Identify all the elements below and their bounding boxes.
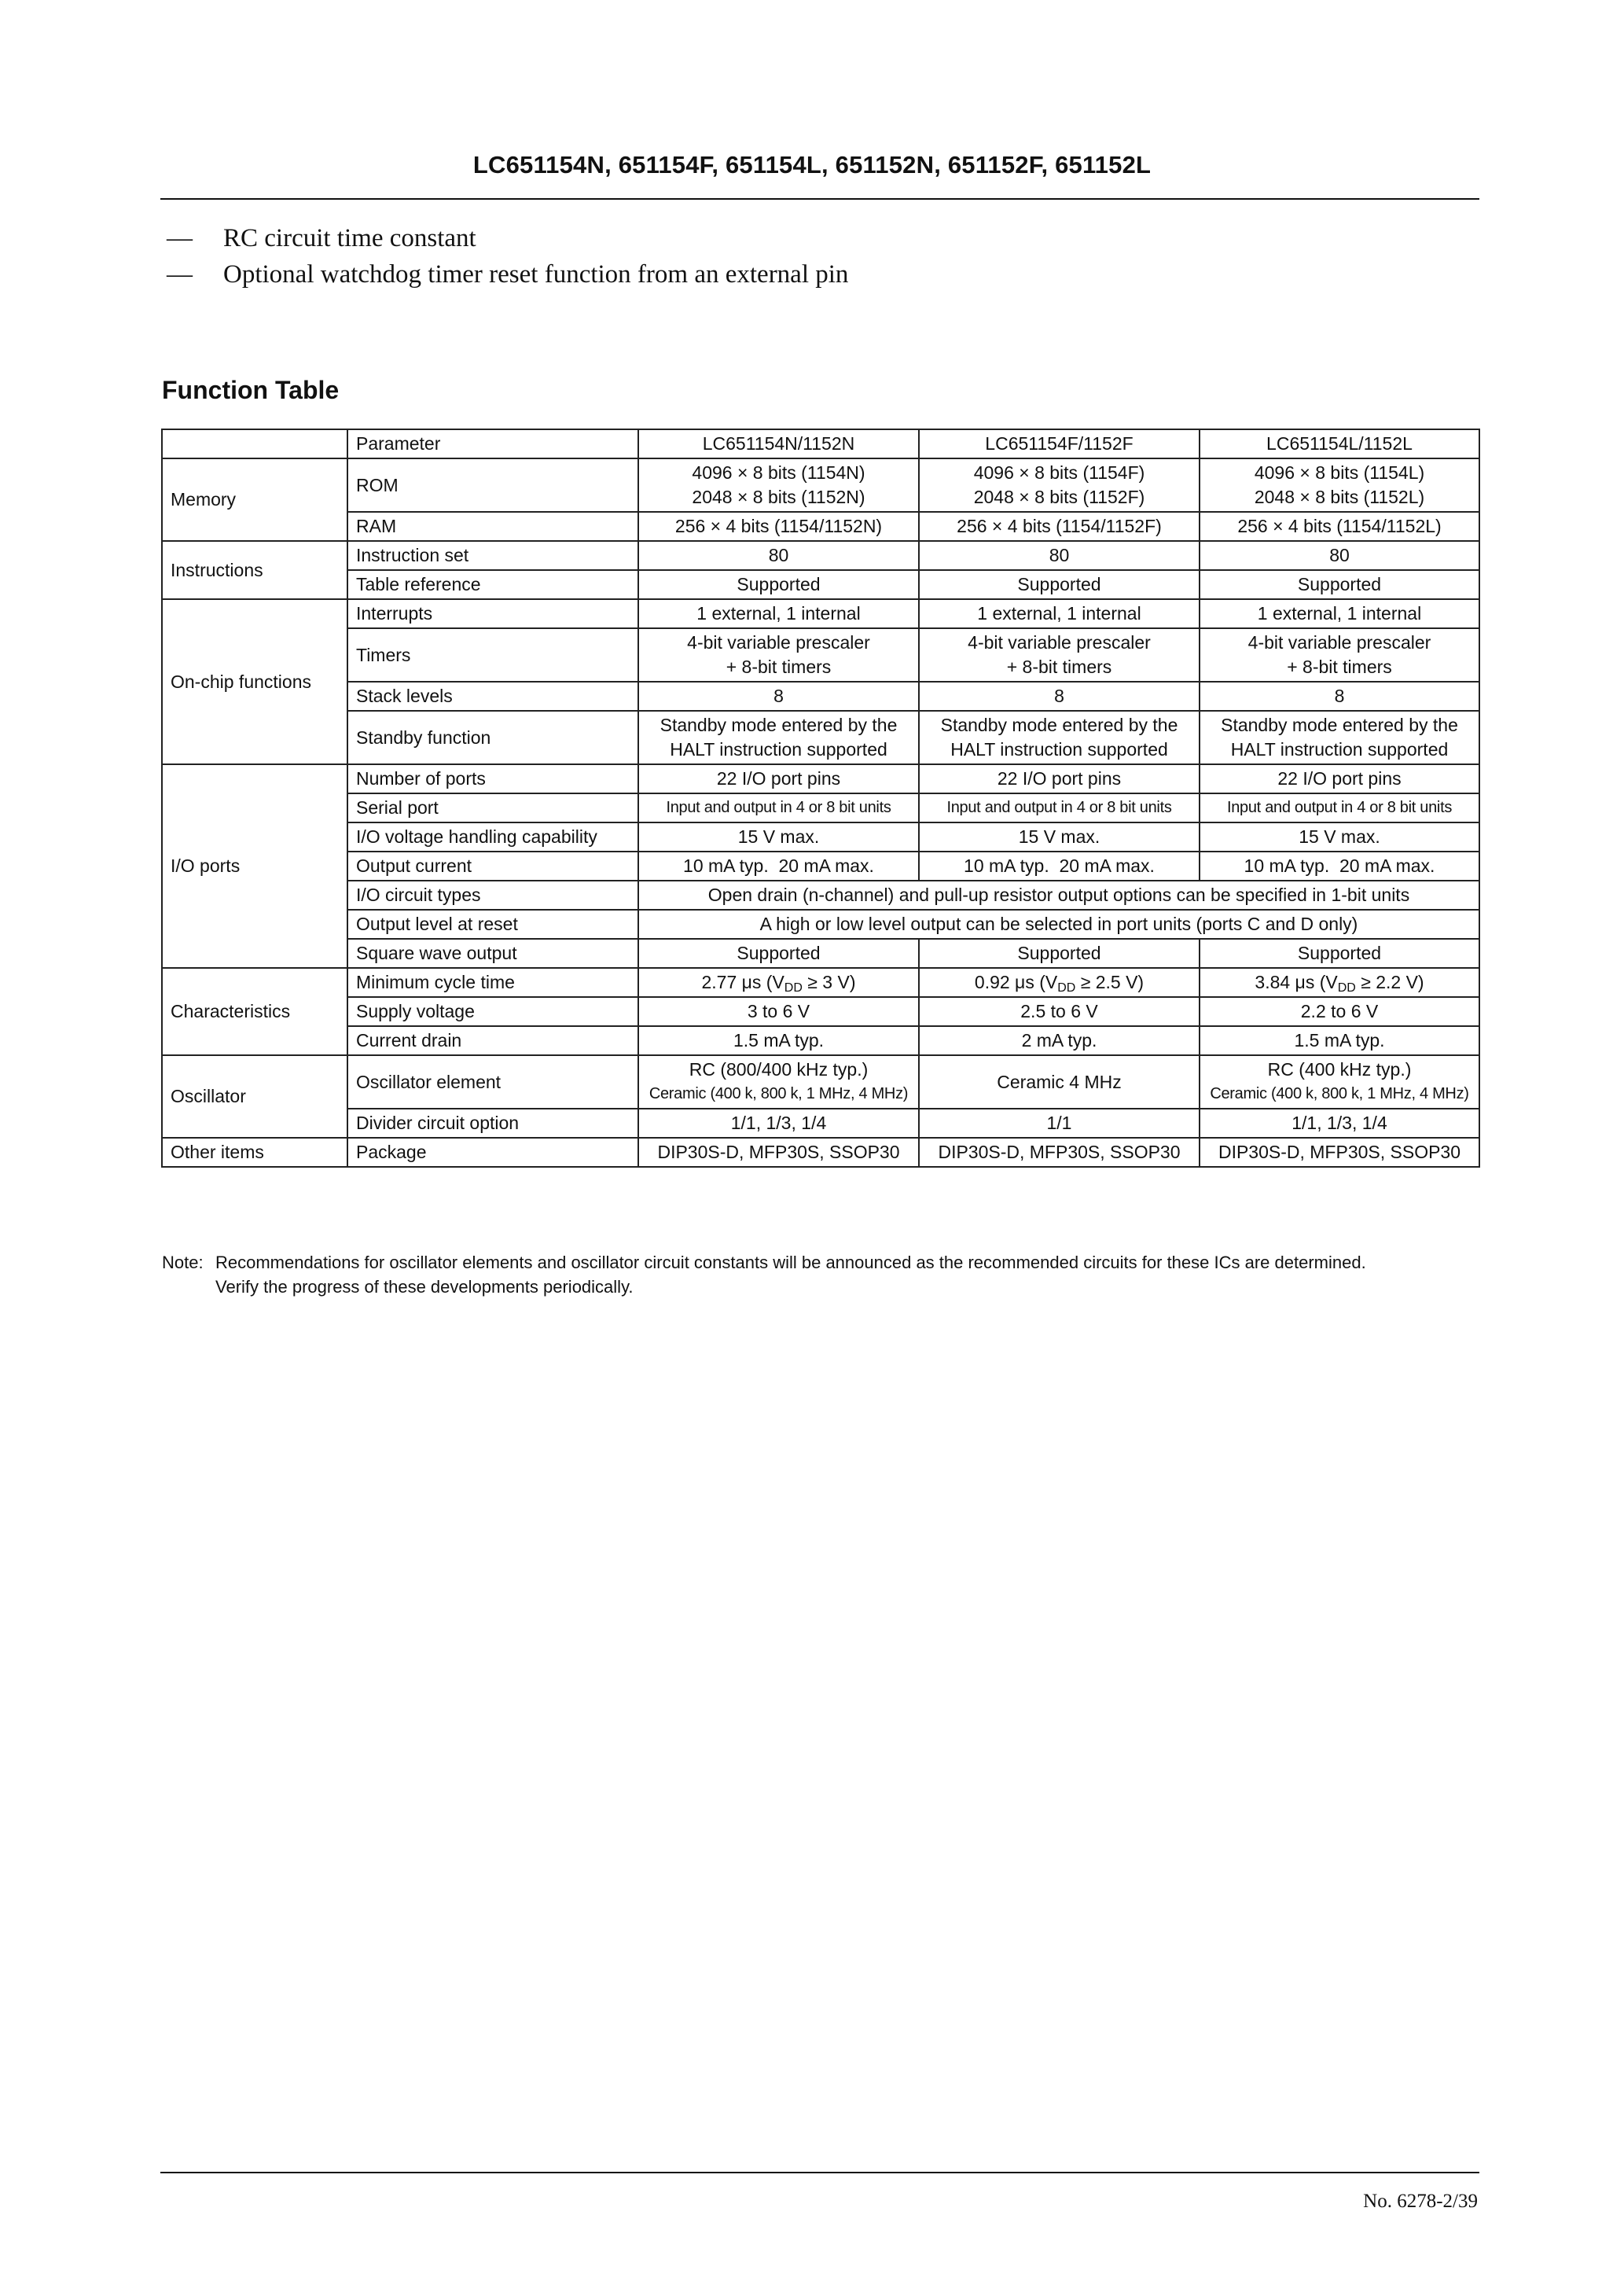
- cell: 80: [638, 541, 919, 570]
- table-row: [162, 1138, 1479, 1167]
- cell: 2 mA typ.: [919, 1026, 1200, 1055]
- param-table-reference: Table reference: [347, 570, 638, 599]
- cell: DIP30S-D, MFP30S, SSOP30: [1200, 1138, 1479, 1167]
- footer-rule: [160, 2172, 1479, 2173]
- cell: [919, 968, 1200, 997]
- cell: Input and output in 4 or 8 bit units: [1200, 793, 1479, 822]
- cell-line: 2048 × 8 bits (1152N): [692, 487, 865, 507]
- cell-line: 4096 × 8 bits (1154L): [1254, 462, 1425, 483]
- table-row: [162, 997, 1479, 1026]
- table-row: [162, 628, 1479, 682]
- cell: [919, 711, 1200, 764]
- cell: 1 external, 1 internal: [638, 599, 919, 628]
- cell: [638, 458, 919, 512]
- cell-line: + 8-bit timers: [1287, 657, 1392, 677]
- cell: [638, 968, 919, 997]
- header-parameter: Parameter: [347, 429, 638, 458]
- cell: [1200, 458, 1479, 512]
- cell: 1 external, 1 internal: [919, 599, 1200, 628]
- cell: Supported: [1200, 939, 1479, 968]
- cell: 256 × 4 bits (1154/1152F): [919, 512, 1200, 541]
- table-row: [162, 910, 1479, 939]
- param-rom: ROM: [347, 458, 638, 512]
- param-io-voltage: I/O voltage handling capability: [347, 822, 638, 852]
- cell: 80: [919, 541, 1200, 570]
- table-row: [162, 1109, 1479, 1138]
- group-other: Other items: [162, 1138, 347, 1167]
- cell-text: ≥ 2.2 V): [1355, 972, 1424, 992]
- cell-line: 2048 × 8 bits (1152F): [973, 487, 1145, 507]
- note-text: [215, 1250, 1489, 1299]
- subscript: DD: [1337, 981, 1356, 995]
- cell: 1 external, 1 internal: [1200, 599, 1479, 628]
- table-row: [162, 764, 1479, 793]
- cell-text: 2.77 μs (V: [701, 972, 784, 992]
- table-row: [162, 881, 1479, 910]
- bullet-item: [167, 220, 868, 256]
- table-corner-cell: [162, 429, 347, 458]
- cell: Input and output in 4 or 8 bit units: [919, 793, 1200, 822]
- group-characteristics: Characteristics: [162, 968, 347, 1055]
- cell-line: Ceramic (400 k, 800 k, 1 MHz, 4 MHz): [1210, 1085, 1469, 1102]
- table-row: [162, 541, 1479, 570]
- cell-line: 4-bit variable prescaler: [968, 632, 1151, 653]
- param-interrupts: Interrupts: [347, 599, 638, 628]
- subscript: DD: [1057, 981, 1076, 995]
- cell: 15 V max.: [1200, 822, 1479, 852]
- cell-line: Standby mode entered by the: [660, 715, 898, 735]
- page-number: No. 6278-2/39: [1363, 2191, 1478, 2212]
- cell: 15 V max.: [638, 822, 919, 852]
- cell: [638, 628, 919, 682]
- cell: 8: [919, 682, 1200, 711]
- cell: [638, 711, 919, 764]
- table-row: [162, 1055, 1479, 1109]
- note-label: Note:: [162, 1253, 204, 1272]
- section-heading: Function Table: [162, 376, 340, 404]
- param-current-drain: Current drain: [347, 1026, 638, 1055]
- table-row: [162, 793, 1479, 822]
- group-onchip: On-chip functions: [162, 599, 347, 764]
- table-row: [162, 852, 1479, 881]
- param-square-wave: Square wave output: [347, 939, 638, 968]
- cell: DIP30S-D, MFP30S, SSOP30: [919, 1138, 1200, 1167]
- param-output-current: Output current: [347, 852, 638, 881]
- table-header-row: [162, 429, 1479, 458]
- header-rule: [160, 198, 1479, 200]
- cell: 2.5 to 6 V: [919, 997, 1200, 1026]
- cell: Ceramic 4 MHz: [919, 1055, 1200, 1109]
- cell-text: ≥ 2.5 V): [1075, 972, 1145, 992]
- note-line: Verify the progress of these developments periodically.: [215, 1277, 634, 1297]
- table-row: [162, 682, 1479, 711]
- function-table: [161, 429, 1480, 1168]
- table-row: [162, 599, 1479, 628]
- table-row: [162, 711, 1479, 764]
- cell-line: 4096 × 8 bits (1154N): [692, 462, 865, 483]
- cell: 256 × 4 bits (1154/1152N): [638, 512, 919, 541]
- cell: 1/1: [919, 1109, 1200, 1138]
- param-osc-element: Oscillator element: [347, 1055, 638, 1109]
- cell: [638, 1055, 919, 1109]
- param-divider: Divider circuit option: [347, 1109, 638, 1138]
- param-standby: Standby function: [347, 711, 638, 764]
- cell: 15 V max.: [919, 822, 1200, 852]
- cell: Input and output in 4 or 8 bit units: [638, 793, 919, 822]
- cell: 3 to 6 V: [638, 997, 919, 1026]
- table-row: [162, 968, 1479, 997]
- cell-line: 2048 × 8 bits (1152L): [1254, 487, 1425, 507]
- param-serial-port: Serial port: [347, 793, 638, 822]
- table-row: [162, 512, 1479, 541]
- cell-line: + 8-bit timers: [726, 657, 832, 677]
- param-io-circuit-types: I/O circuit types: [347, 881, 638, 910]
- group-oscillator: Oscillator: [162, 1055, 347, 1138]
- table-row: [162, 822, 1479, 852]
- table-row: [162, 458, 1479, 512]
- bullet-dash: —: [167, 224, 193, 252]
- cell: Supported: [1200, 570, 1479, 599]
- cell: [919, 628, 1200, 682]
- cell-line: Standby mode entered by the: [940, 715, 1178, 735]
- cell-text: 0.92 μs (V: [974, 972, 1058, 992]
- cell: 10 mA typ. 20 mA max.: [919, 852, 1200, 881]
- cell: 1/1, 1/3, 1/4: [638, 1109, 919, 1138]
- cell: 22 I/O port pins: [638, 764, 919, 793]
- cell: [919, 458, 1200, 512]
- header-f: LC651154F/1152F: [919, 429, 1200, 458]
- param-supply-voltage: Supply voltage: [347, 997, 638, 1026]
- cell-line: HALT instruction supported: [1230, 739, 1449, 760]
- cell: DIP30S-D, MFP30S, SSOP30: [638, 1138, 919, 1167]
- cell-text: ≥ 3 V): [802, 972, 856, 992]
- param-number-of-ports: Number of ports: [347, 764, 638, 793]
- cell-line: + 8-bit timers: [1006, 657, 1112, 677]
- cell: Supported: [638, 570, 919, 599]
- cell: 10 mA typ. 20 mA max.: [638, 852, 919, 881]
- note-line: Recommendations for oscillator elements and oscillator circuit constants will be announced as the recommended circuits for these ICs are determined.: [215, 1253, 1366, 1272]
- subscript: DD: [784, 981, 803, 995]
- cell: Supported: [919, 570, 1200, 599]
- cell: [1200, 1055, 1479, 1109]
- table-note: [162, 1250, 1489, 1299]
- param-output-level-reset: Output level at reset: [347, 910, 638, 939]
- param-min-cycle: Minimum cycle time: [347, 968, 638, 997]
- bullet-dash: —: [167, 260, 193, 289]
- table-row: [162, 570, 1479, 599]
- cell-line: 4-bit variable prescaler: [1247, 632, 1431, 653]
- param-timers: Timers: [347, 628, 638, 682]
- bullet-list: [167, 220, 868, 293]
- cell-line: 4-bit variable prescaler: [687, 632, 870, 653]
- param-package: Package: [347, 1138, 638, 1167]
- cell: 2.2 to 6 V: [1200, 997, 1479, 1026]
- cell: A high or low level output can be selected in port units (ports C and D only): [638, 910, 1479, 939]
- cell: 1.5 mA typ.: [638, 1026, 919, 1055]
- group-instructions: Instructions: [162, 541, 347, 599]
- cell-line: RC (800/400 kHz typ.): [689, 1059, 869, 1080]
- bullet-text: Optional watchdog timer reset function from an external pin: [223, 260, 849, 289]
- group-io: I/O ports: [162, 764, 347, 968]
- cell: 1/1, 1/3, 1/4: [1200, 1109, 1479, 1138]
- cell: 8: [1200, 682, 1479, 711]
- cell: 22 I/O port pins: [919, 764, 1200, 793]
- param-stack-levels: Stack levels: [347, 682, 638, 711]
- cell-line: Standby mode entered by the: [1221, 715, 1458, 735]
- cell: Open drain (n-channel) and pull-up resistor output options can be specified in 1-bit units: [638, 881, 1479, 910]
- cell-line: 4096 × 8 bits (1154F): [973, 462, 1145, 483]
- cell: [1200, 711, 1479, 764]
- cell: 1.5 mA typ.: [1200, 1026, 1479, 1055]
- cell: [1200, 968, 1479, 997]
- param-instruction-set: Instruction set: [347, 541, 638, 570]
- table-row: [162, 1026, 1479, 1055]
- cell-text: 3.84 μs (V: [1255, 972, 1338, 992]
- page-title: LC651154N, 651154F, 651154L, 651152N, 651152F, 651152L: [472, 151, 1152, 178]
- cell: 8: [638, 682, 919, 711]
- bullet-item: [167, 256, 868, 293]
- group-memory: Memory: [162, 458, 347, 541]
- cell: Supported: [638, 939, 919, 968]
- cell: [1200, 628, 1479, 682]
- param-ram: RAM: [347, 512, 638, 541]
- cell: Supported: [919, 939, 1200, 968]
- table-row: [162, 939, 1479, 968]
- cell: 80: [1200, 541, 1479, 570]
- header-l: LC651154L/1152L: [1200, 429, 1479, 458]
- cell-line: RC (400 kHz typ.): [1267, 1059, 1412, 1080]
- cell-line: HALT instruction supported: [670, 739, 887, 760]
- cell: 10 mA typ. 20 mA max.: [1200, 852, 1479, 881]
- header-n: LC651154N/1152N: [638, 429, 919, 458]
- bullet-text: RC circuit time constant: [223, 224, 476, 252]
- cell-line: HALT instruction supported: [950, 739, 1168, 760]
- cell: 256 × 4 bits (1154/1152L): [1200, 512, 1479, 541]
- cell: 22 I/O port pins: [1200, 764, 1479, 793]
- cell-line: Ceramic (400 k, 800 k, 1 MHz, 4 MHz): [648, 1085, 909, 1102]
